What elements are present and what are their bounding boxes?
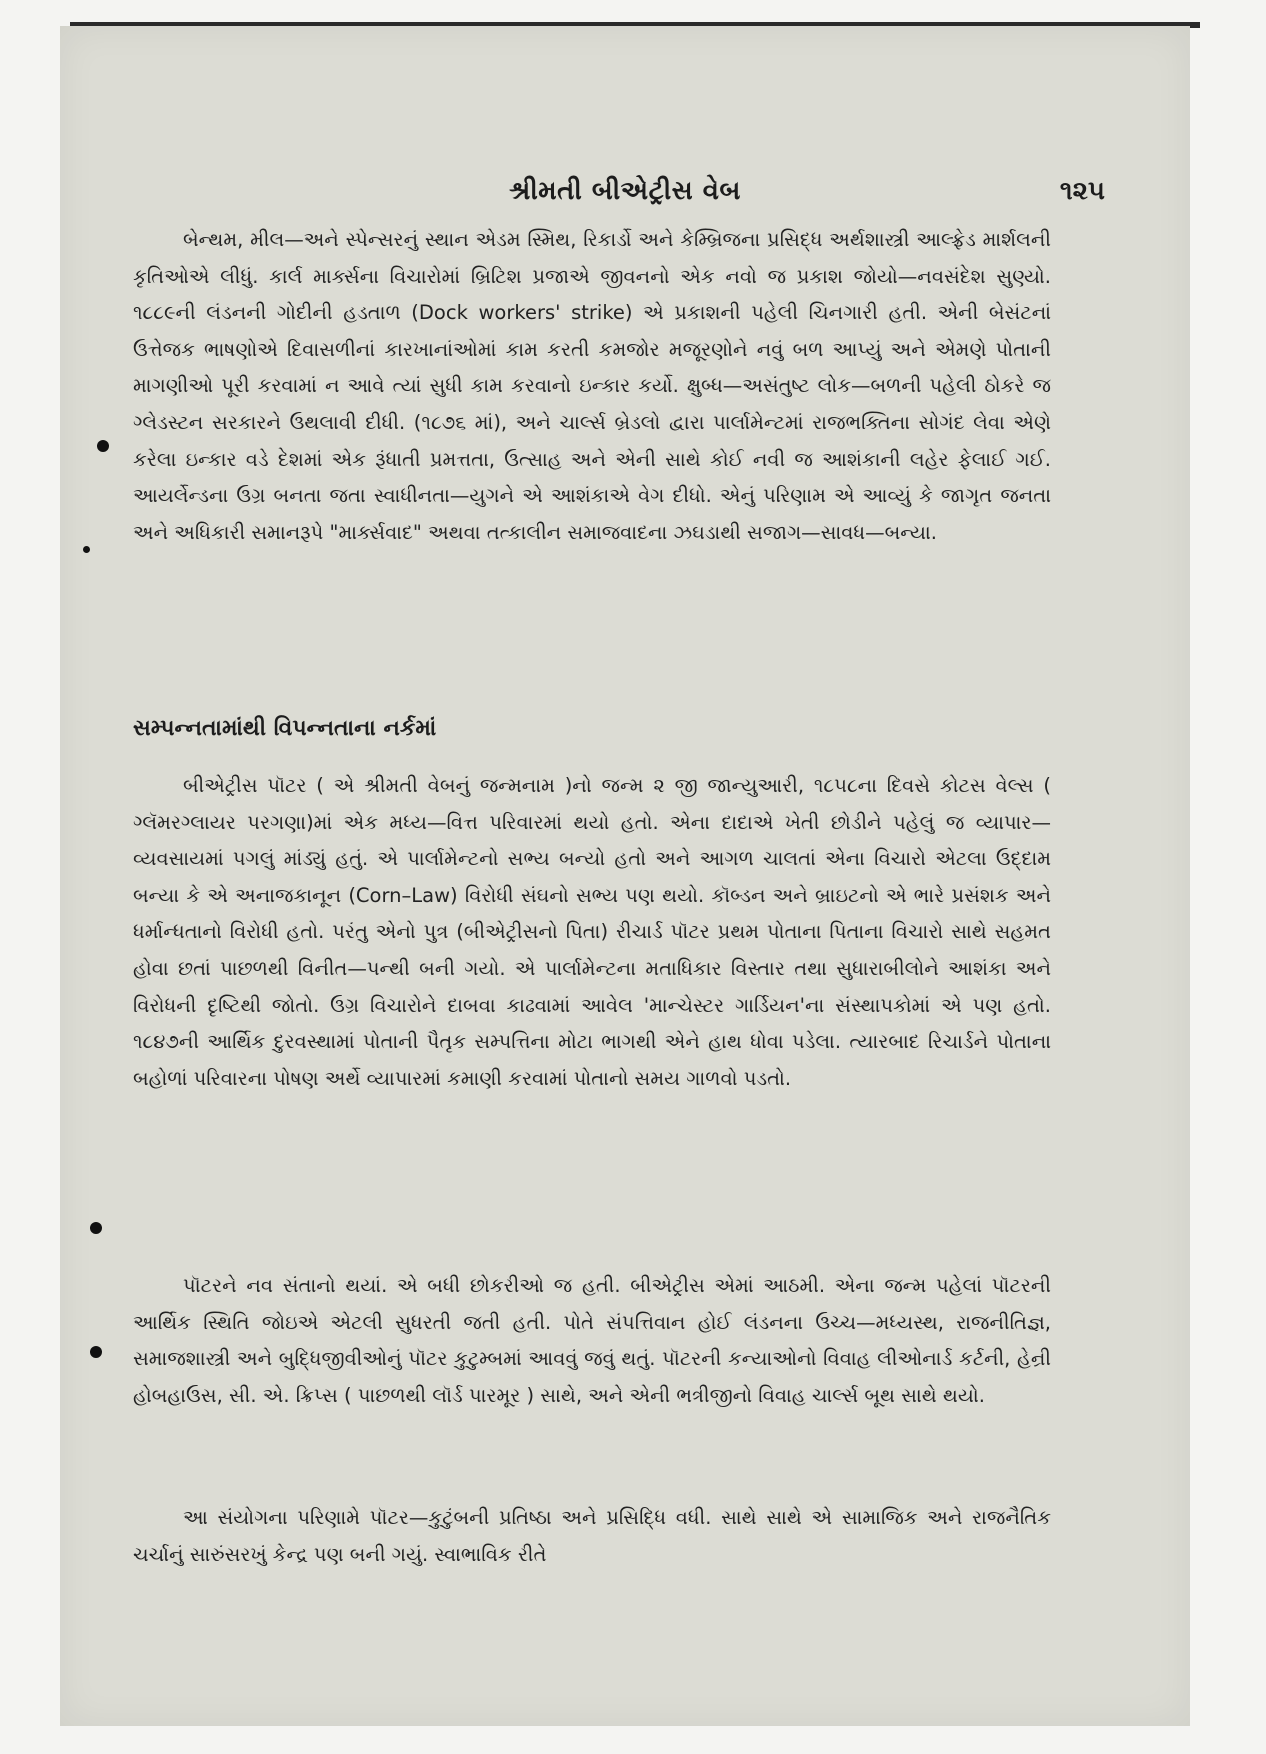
punch-mark <box>83 546 90 553</box>
section-heading: સમ્પન્નતામાંથી વિપન્નતાના નર્કમાં <box>133 716 437 741</box>
punch-mark <box>97 440 109 452</box>
paragraph-3: પૉટરને નવ સંતાનો થયાં. એ બધી છોકરીઓ જ હતી. બીએટ્રીસ એમાં આઠમી. એના જન્મ પહેલાં પૉટરની આર્થિક સ્થિતિ જોઇએ એટલી સુધરતી જતી હતી. પોતે સંપત્તિવાન હોઈ લંડનના ઉચ્ચ—મધ્યસ્થ, રાજનીતિજ્ઞ, સમાજશાસ્ત્રી અને બુદ્ધિજીવીઓનું પૉટર કુટુમ્બમાં આવવું જવું થતું. પૉટરની કન્યાઓનો વિવાહ લીઓનાર્ડ કર્ટની, હેન્રી હોબહાઉસ, સી. એ. ક્રિપ્સ ( પાછળથી લૉર્ડ પારમૂર ) સાથે, અને એની ભત્રીજીનો વિવાહ ચાર્લ્સ બૂથ સાથે થયો. <box>133 1274 1051 1407</box>
page-header-title: શ્રીમતી બીએટ્રીસ વેબ <box>509 176 741 206</box>
punch-mark <box>90 1222 102 1234</box>
punch-mark <box>90 1346 102 1358</box>
page-number: ૧૨૫ <box>1059 176 1105 206</box>
paragraph-2: બીએટ્રીસ પૉટર ( એ શ્રીમતી વેબનું જન્મનામ )નો જન્મ ૨ જી જાન્યુઆરી, ૧૮૫૮ના દિવસે કોટસ વેલ્સ ( ગ્લૅમરગ્લાયર પરગણા)માં એક મધ્ય—વિત્ત પરિવારમાં થયો હતો. એના દાદાએ ખેતી છોડીને પહેલું જ વ્યાપાર—વ્યવસાયમાં પગલું માંડ્યું હતું. એ પાર્લામેન્ટનો સભ્ય બન્યો હતો અને આગળ ચાલતાં એના વિચારો એટલા ઉદ્દામ બન્યા કે એ અનાજકાનૂન (Corn–Law) વિરોધી સંઘનો સભ્ય પણ થયો. કૉબ્ડન અને બ્રાઇટનો એ ભારે પ્રસંશક અને ધર્માન્ધતાનો વિરોધી હતો. પરંતુ એનો પુત્ર (બીએટ્રીસનો પિતા) રીચાર્ડ પૉટર પ્રથમ પોતાના પિતાના વિચારો સાથે સહમત હોવા છતાં પાછળથી વિનીત—પન્થી બની ગયો. એ પાર્લામેન્ટના મતાધિકાર વિસ્તાર તથા સુધારાબીલોને આશંકા અને વિરોધની દૃષ્ટિથી જોતો. ઉગ્ર વિચારોને દાબવા કાઢવામાં આવેલ 'માન્ચેસ્ટર ગાર્ડિયન'ના સંસ્થાપકોમાં એ પણ હતો. ૧૮૪૭ની આર્થિક દુરવસ્થામાં પોતાની પૈતૃક સમ્પત્તિના મોટા ભાગથી એને હાથ ધોવા પડેલા. ત્યારબાદ રિચાર્ડને પોતાના બહોળાં પરિવારના પોષણ અર્થે વ્યાપારમાં કમાણી કરવામાં પોતાનો સમય ગાળવો પડતો. <box>133 774 1051 1090</box>
paragraph-4: આ સંયોગના પરિણામે પૉટર—કુટુંબની પ્રતિષ્ઠા અને પ્રસિદ્ધિ વધી. સાથે સાથે એ સામાજિક અને રાજનૈતિક ચર્ચાનું સારુંસરખું કેન્દ્ર પણ બની ગયું. સ્વાભાવિક રીતે <box>133 1506 1051 1566</box>
paragraph-1: બેન્થમ, મીલ—અને સ્પેન્સરનું સ્થાન એડમ સ્મિથ, રિકાર્ડો અને કેમ્બ્રિજના પ્રસિદ્ધ અર્થશાસ્ત્રી આલ્ફ્રેડ માર્શલની કૃતિઓએ લીધું. કાર્લ માર્ક્સના વિચારોમાં બ્રિટિશ પ્રજાએ જીવનનો એક નવો જ પ્રકાશ જોયો—નવસંદેશ સુણ્યો. ૧૮૮૯ની લંડનની ગોદીની હડતાળ (Dock workers' strike) એ પ્રકાશની પહેલી ચિનગારી હતી. એની બેસંટનાં ઉત્તેજક ભાષણોએ દિવાસળીનાં કારખાનાંઓમાં કામ કરતી કમજોર મજૂરણોને નવું બળ આપ્યું અને એમણે પોતાની માગણીઓ પૂરી કરવામાં ન આવે ત્યાં સુધી કામ કરવાનો ઇન્કાર કર્યો. ક્ષુબ્ધ—અસંતુષ્ટ લોક—બળની પહેલી ઠોકરે જ ગ્લેડસ્ટન સરકારને ઉથલાવી દીધી. (૧૮૭૬ માં), અને ચાર્લ્સ બ્રેડલો દ્વારા પાર્લામેન્ટમાં રાજભક્તિના સોગંદ લેવા એણે કરેલા ઇન્કાર વડે દેશમાં એક રૂંધાતી પ્રમત્તતા, ઉત્સાહ અને એની સાથે કોઈ નવી જ આશંકાની લહેર ફેલાઈ ગઈ. આયર્લેન્ડના ઉગ્ર બનતા જતા સ્વાધીનતા—યુગને એ આશંકાએ વેગ દીધો. એનું પરિણામ એ આવ્યું કે જાગૃત જનતા અને અધિકારી સમાનરૂપે "માર્ક્સવાદ" અથવા તત્કાલીન સમાજવાદના ઝઘડાથી સજાગ—સાવધ—બન્યા. <box>133 228 1051 544</box>
running-header <box>60 176 1190 216</box>
